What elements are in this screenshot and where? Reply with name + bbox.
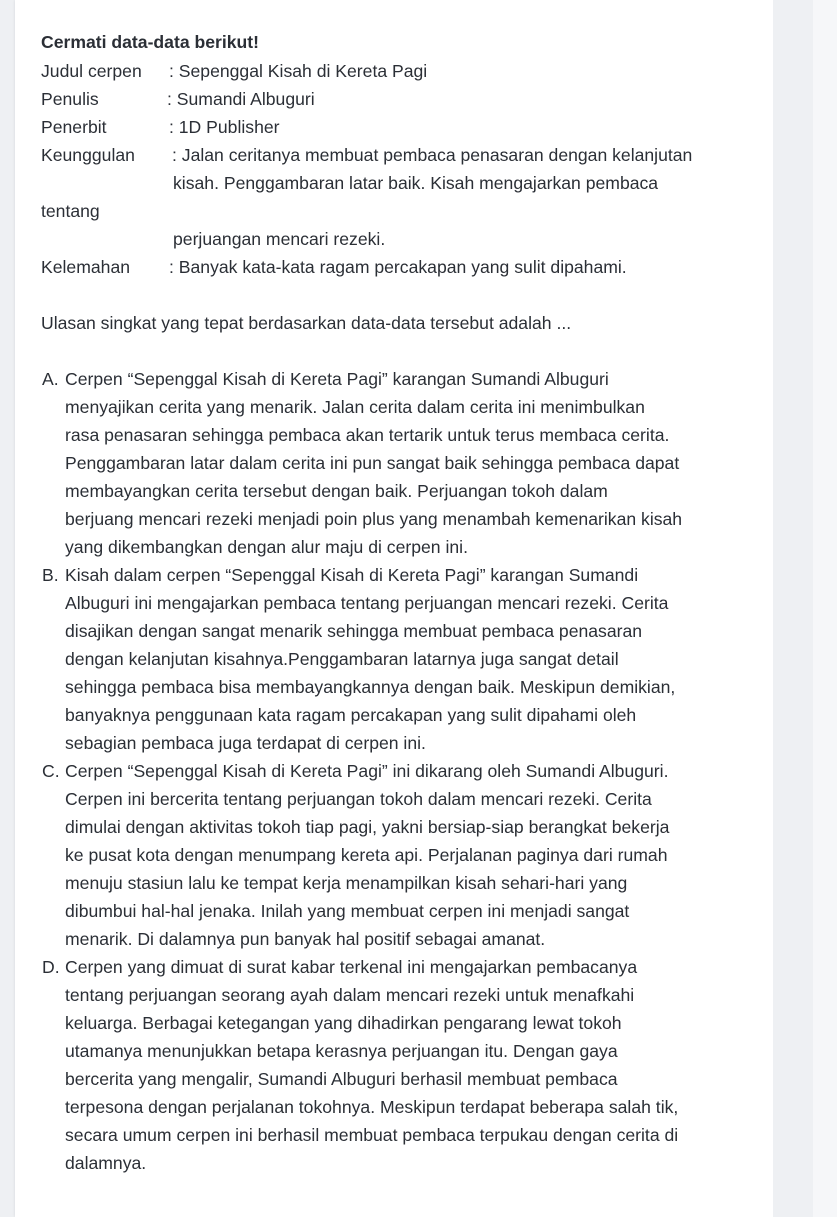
info-label-penerbit: Penerbit <box>41 117 107 137</box>
option-c[interactable] <box>41 757 757 953</box>
option-line: Cerpen “Sepenggal Kisah di Kereta Pagi” ini dikarang oleh Sumandi Albuguri. <box>65 761 669 781</box>
info-label-penulis: Penulis <box>41 89 99 109</box>
info-row-keunggulan <box>41 141 757 169</box>
info-value-penulis: : Sumandi Albuguri <box>167 89 315 109</box>
info-value-judul: : Sepenggal Kisah di Kereta Pagi <box>169 61 428 81</box>
keunggulan-line: perjuangan mencari rezeki. <box>173 229 386 249</box>
option-line: yang dikembangkan dengan alur maju di cerpen ini. <box>65 537 468 557</box>
option-line: menarik. Di dalamnya pun banyak hal positif sebagai amanat. <box>65 929 546 949</box>
option-d[interactable] <box>41 953 757 1177</box>
info-label-judul: Judul cerpen <box>41 61 142 81</box>
option-line: sehingga pembaca bisa membayangkannya dengan baik. Meskipun demikian, <box>65 677 676 697</box>
option-line: berjuang mencari rezeki menjadi poin plus yang menambah kemenarikan kisah <box>65 509 683 529</box>
info-value-keunggulan: : Jalan ceritanya membuat pembaca penasaran dengan kelanjutan <box>172 145 693 165</box>
info-value-kelemahan: : Banyak kata-kata ragam percakapan yang sulit dipahami. <box>169 257 627 277</box>
option-letter: D. <box>42 957 60 977</box>
option-a[interactable] <box>41 365 757 561</box>
question-text: Ulasan singkat yang tepat berdasarkan data-data tersebut adalah ... <box>41 313 572 333</box>
option-line: dibumbui hal-hal jenaka. Inilah yang membuat cerpen ini menjadi sangat <box>65 901 630 921</box>
option-line: menuju stasiun lalu ke tempat kerja menampilkan kisah sehari-hari yang <box>65 873 628 893</box>
info-row-judul <box>41 57 757 85</box>
answer-options <box>41 365 757 1177</box>
question-content <box>41 28 757 1177</box>
option-line: membayangkan cerita tersebut dengan baik. Perjuangan tokoh dalam <box>65 481 608 501</box>
keunggulan-line: kisah. Penggambaran latar baik. Kisah mengajarkan pembaca <box>173 173 659 193</box>
info-label-keunggulan: Keunggulan <box>41 145 135 165</box>
option-b[interactable] <box>41 561 757 757</box>
info-row-penerbit <box>41 113 757 141</box>
option-line: sebagian pembaca juga terdapat di cerpen ini. <box>65 733 426 753</box>
scroll-area <box>813 0 837 1217</box>
question-card <box>15 0 773 1217</box>
option-letter: C. <box>42 761 60 781</box>
info-row-kelemahan <box>41 253 757 281</box>
instruction-title: Cermati data-data berikut! <box>41 32 260 52</box>
option-line: rasa penasaran sehingga pembaca akan tertarik untuk terus membaca cerita. <box>65 425 670 445</box>
option-line: Albuguri ini mengajarkan pembaca tentang perjuangan mencari rezeki. Cerita <box>65 593 669 613</box>
info-value-penerbit: : 1D Publisher <box>169 117 280 137</box>
option-line: bercerita yang mengalir, Sumandi Albuguri berhasil membuat pembaca <box>65 1069 618 1089</box>
option-letter: A. <box>42 369 59 389</box>
option-line: Kisah dalam cerpen “Sepenggal Kisah di Kereta Pagi” karangan Sumandi <box>65 565 639 585</box>
option-line: keluarga. Berbagai ketegangan yang dihadirkan pengarang lewat tokoh <box>65 1013 622 1033</box>
option-line: banyaknya penggunaan kata ragam percakapan yang sulit dipahami oleh <box>65 705 637 725</box>
option-line: dalamnya. <box>65 1153 147 1173</box>
option-line: dimulai dengan aktivitas tokoh tiap pagi, yakni bersiap-siap berangkat bekerja <box>65 817 670 837</box>
option-line: Cerpen ini bercerita tentang perjuangan tokoh dalam mencari rezeki. Cerita <box>65 789 652 809</box>
info-row-penulis <box>41 85 757 113</box>
option-line: terpesona dengan perjalanan tokohnya. Meskipun terdapat beberapa salah tik, <box>65 1097 679 1117</box>
option-line: utamanya menunjukkan betapa kerasnya perjuangan itu. Dengan gaya <box>65 1041 618 1061</box>
option-line: secara umum cerpen ini berhasil membuat pembaca terpukau dengan cerita di <box>65 1125 679 1145</box>
option-line: ke pusat kota dengan menumpang kereta api. Perjalanan paginya dari rumah <box>65 845 668 865</box>
option-line: dengan kelanjutan kisahnya.Penggambaran latarnya juga sangat detail <box>65 649 619 669</box>
background-strip <box>773 0 837 1217</box>
option-line: Cerpen “Sepenggal Kisah di Kereta Pagi” karangan Sumandi Albuguri <box>65 369 609 389</box>
option-letter: B. <box>42 565 59 585</box>
keunggulan-line: tentang <box>41 201 100 221</box>
info-label-kelemahan: Kelemahan <box>41 257 131 277</box>
option-line: Penggambaran latar dalam cerita ini pun sangat baik sehingga pembaca dapat <box>65 453 680 473</box>
option-line: menyajikan cerita yang menarik. Jalan cerita dalam cerita ini menimbulkan <box>65 397 645 417</box>
option-line: disajikan dengan sangat menarik sehingga membuat pembaca penasaran <box>65 621 643 641</box>
option-line: Cerpen yang dimuat di surat kabar terkenal ini mengajarkan pembacanya <box>65 957 638 977</box>
option-line: tentang perjuangan seorang ayah dalam mencari rezeki untuk menafkahi <box>65 985 635 1005</box>
